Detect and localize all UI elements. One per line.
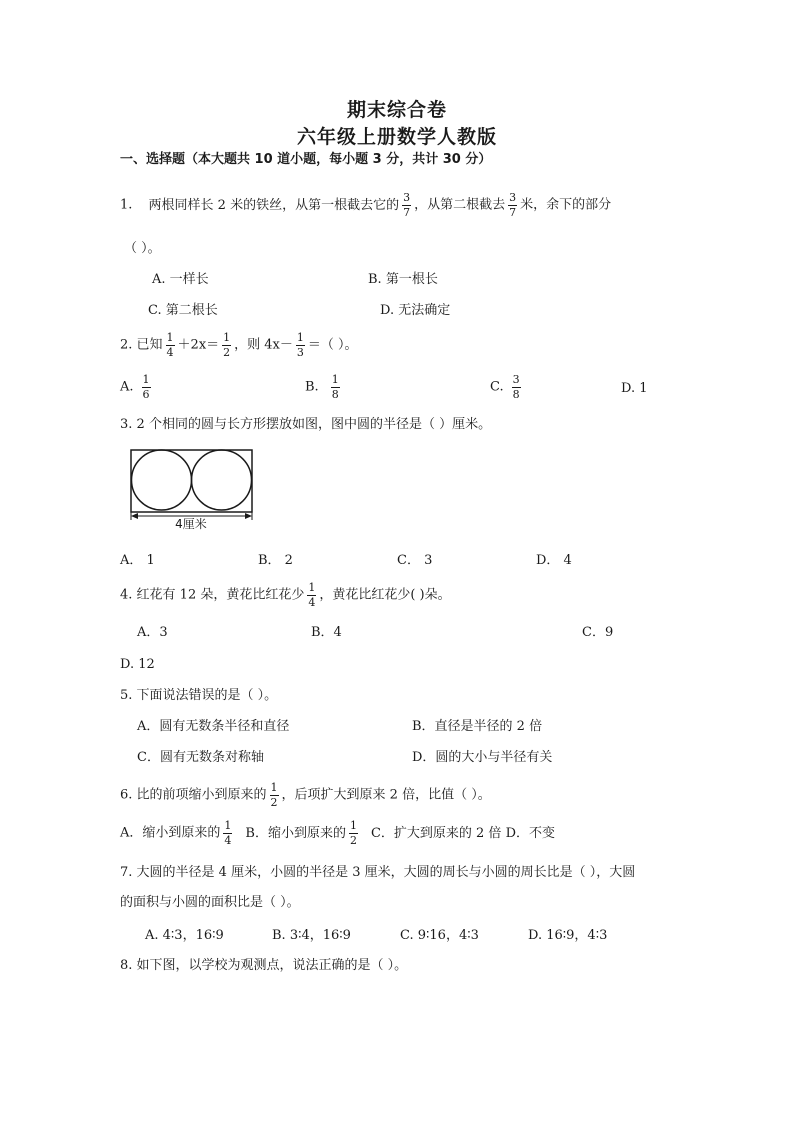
question-text: 6. 比的前项缩小到原来的 bbox=[120, 787, 267, 803]
question-text: ，从第二根截去 bbox=[414, 197, 506, 213]
question-text: ，黄花比红花少( )朵。 bbox=[319, 587, 451, 603]
question-7-line-2: 的面积与小圆的面积比是（ ）。 bbox=[120, 895, 300, 910]
arrow-left-icon bbox=[131, 513, 138, 519]
option-d: D． 4 bbox=[536, 553, 572, 568]
option-c: C. $\frac{3}{8}$ bbox=[490, 373, 520, 401]
question-text: ＝（ ）。 bbox=[307, 337, 358, 353]
question-text: 4. 红花有 12 朵，黄花比红花少 bbox=[120, 587, 305, 603]
fraction: $\frac{1}{4}$ bbox=[166, 331, 174, 359]
page-title: 期末综合卷 bbox=[346, 99, 447, 121]
option-b: B．缩小到原来的 bbox=[245, 825, 346, 841]
fraction: $\frac{1}{3}$ bbox=[296, 331, 304, 359]
question-text: ＋2x＝ bbox=[177, 337, 220, 353]
option-a: A．圆有无数条半径和直径 bbox=[137, 719, 290, 734]
option-c: C．圆有无数条对称轴 bbox=[137, 750, 264, 765]
arrow-right-icon bbox=[245, 513, 252, 519]
fraction: $\frac{3}{7}$ bbox=[403, 191, 411, 219]
question-text: ，则 4x－ bbox=[234, 337, 293, 353]
option-a: A．3 bbox=[137, 625, 168, 640]
fraction: $\frac{1}{2}$ bbox=[223, 331, 231, 359]
question-6 bbox=[120, 782, 491, 808]
circle-left-shape bbox=[132, 450, 192, 510]
question-8: 8. 如下图，以学校为观测点，说法正确的是（ ）。 bbox=[120, 958, 408, 973]
option-b: B. $\frac{1}{8}$ bbox=[305, 373, 339, 401]
question-3: 3. 2 个相同的圆与长方形摆放如图，图中圆的半径是（ ）厘米。 bbox=[120, 417, 492, 432]
question-text: 米，余下的部分 bbox=[520, 197, 612, 213]
option-cd: C．扩大到原来的 2 倍 D．不变 bbox=[370, 825, 555, 841]
question-7-line-1: 7. 大圆的半径是 4 厘米，小圆的半径是 3 厘米，大圆的周长与小圆的周长比是（ ），大圆 bbox=[120, 865, 636, 880]
option-c: C. 9∶16，4∶3 bbox=[400, 928, 479, 943]
option-a: A. 4∶3，16∶9 bbox=[145, 928, 224, 943]
question-text: ，后项扩大到原来 2 倍，比值（ ）。 bbox=[281, 787, 491, 803]
page-subtitle: 六年级上册数学人教版 bbox=[296, 126, 497, 148]
question-6-options bbox=[120, 820, 555, 846]
option-d: D. 12 bbox=[120, 657, 155, 672]
circles-rectangle-figure bbox=[125, 446, 260, 534]
option-a: A. 一样长 bbox=[152, 272, 209, 287]
option-b: B． 2 bbox=[258, 553, 293, 568]
option-b: B. 3∶4，16∶9 bbox=[272, 928, 351, 943]
option-d: D. 16∶9，4∶3 bbox=[528, 928, 608, 943]
option-d: D. 无法确定 bbox=[380, 303, 451, 318]
section-heading: 一、选择题（本大题共 10 道小题，每小题 3 分，共计 30 分） bbox=[120, 152, 492, 167]
answer-blank: （ ）。 bbox=[124, 241, 161, 256]
fraction: $\frac{1}{4}$ bbox=[308, 581, 316, 609]
question-number: 1. bbox=[120, 197, 133, 213]
option-a: A． 1 bbox=[120, 553, 155, 568]
option-c: C． 3 bbox=[397, 553, 433, 568]
fraction: $\frac{3}{8}$ bbox=[512, 373, 520, 401]
circle-right-shape bbox=[192, 450, 252, 510]
option-a: A. $\frac{1}{6}$ bbox=[120, 373, 150, 401]
option-a: A．缩小到原来的 bbox=[120, 825, 221, 841]
dimension-label: 4厘米 bbox=[175, 517, 207, 531]
question-1 bbox=[120, 192, 611, 218]
option-c: C．9 bbox=[582, 625, 614, 640]
option-d: D．圆的大小与半径有关 bbox=[412, 750, 553, 765]
option-b: B. 第一根长 bbox=[368, 272, 438, 287]
fraction: $\frac{3}{7}$ bbox=[509, 191, 517, 219]
fraction: $\frac{1}{2}$ bbox=[349, 819, 357, 847]
fraction: $\frac{1}{8}$ bbox=[331, 373, 339, 401]
fraction: $\frac{1}{6}$ bbox=[142, 373, 150, 401]
option-d: D. 1 bbox=[621, 381, 648, 396]
question-4 bbox=[120, 582, 451, 608]
option-b: B．直径是半径的 2 倍 bbox=[412, 719, 543, 734]
question-2 bbox=[120, 332, 358, 358]
fraction: $\frac{1}{4}$ bbox=[224, 819, 232, 847]
question-text: 2. 已知 bbox=[120, 337, 163, 353]
option-b: B．4 bbox=[311, 625, 342, 640]
option-c: C. 第二根长 bbox=[148, 303, 218, 318]
fraction: $\frac{1}{2}$ bbox=[270, 781, 278, 809]
question-text: 两根同样长 2 米的铁丝，从第一根截去它的 bbox=[148, 197, 400, 213]
question-5: 5. 下面说法错误的是（ ）。 bbox=[120, 688, 278, 703]
